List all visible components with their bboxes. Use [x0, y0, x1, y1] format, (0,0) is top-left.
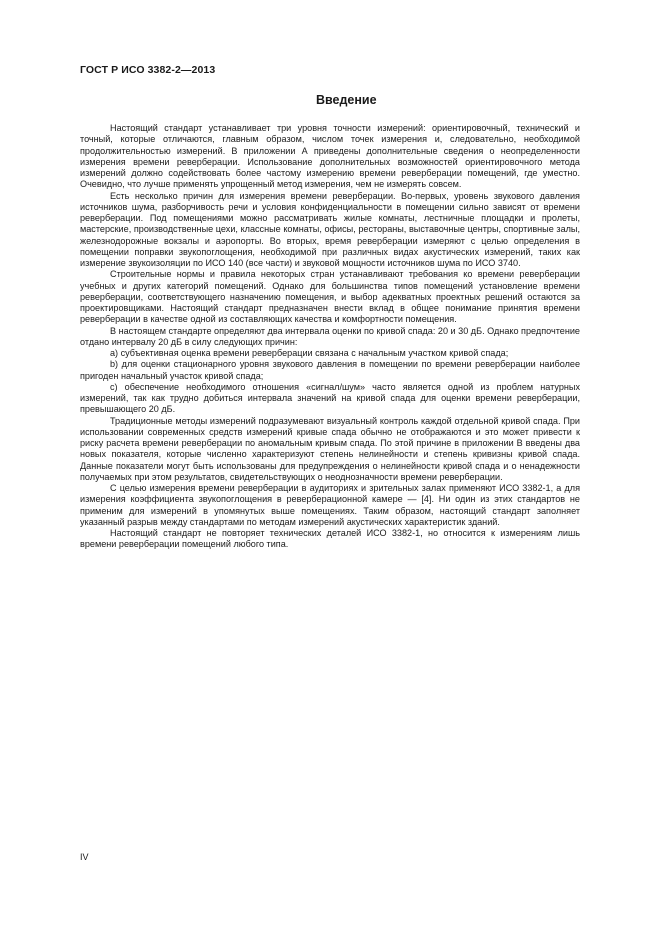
paragraph: В настоящем стандарте определяют два интервала оценки по кривой спада: 20 и 30 дБ. Однако предпочтение отдано интервалу 20 дБ в силу следующих причин: [80, 325, 580, 347]
document-header: ГОСТ Р ИСО 3382-2—2013 [80, 64, 216, 76]
paragraph: Строительные нормы и правила некоторых стран устанавливают требования ко времени реверберации учебных и других категорий помещений. Однако для большинства типов помещений установление времени реверберации, соответствующего назначению помещения, и выбор адекватных проектных решений остаются за проектировщиками. Настоящий стандарт предназначен внести вклад в общее понимание принятия времени реверберации в качестве одной из составляющих качества и комфортности помещения. [80, 269, 580, 325]
section-title: Введение [316, 93, 377, 107]
list-item-c: c) обеспечение необходимого отношения «сигнал/шум» часто является одной из проблем натурных измерений, так как трудно добиться интервала значений на кривой спада для оценки времени реверберации, превышающего 20 дБ. [80, 381, 580, 415]
paragraph: Есть несколько причин для измерения времени реверберации. Во-первых, уровень звукового давления источников шума, разборчивость речи и условия конфиденциальности в помещении сильно зависят от времени реверберации. Под помещениями можно рассматривать жилые комнаты, лестничные площадки и пролеты, мастерские, производственные цехи, классные комнаты, офисы, рестораны, выставочные центры, спортивные залы, железнодорожные вокзалы и аэропорты. Во вторых, время реверберации измеряют с целью определения в помещении поправки звукопоглощения, необходимой при различных видах акустических измерений, таких как измерение звукоизоляции по ИСО 140 (все части) и звуковой мощности источников шума по ИСО 3740. [80, 190, 580, 268]
page-number: IV [80, 852, 89, 862]
list-item-b: b) для оценки стационарного уровня звукового давления в помещении по времени реверберации наиболее пригоден начальный участок кривой спада; [80, 359, 580, 381]
paragraph: Традиционные методы измерений подразумевают визуальный контроль каждой отдельной кривой спада. При использовании современных средств измерений кривые спада обычно не отображаются и это может привести к риску расчета времени реверберации по аномальным кривым спада. По этой причине в приложении В введены два новых показателя, которые численно характеризуют степень нелинейности и степень кривизны кривой спада. Данные показатели могут быть использованы для предупреждения о нелинейности кривой спада и о ненадежности получаемых при этом результатов, свидетельствующих о неоднозначности времени реверберации. [80, 415, 580, 482]
list-item-a: a) субъективная оценка времени реверберации связана с начальным участком кривой спада; [110, 348, 509, 358]
body-text [80, 123, 580, 551]
paragraph: Настоящий стандарт устанавливает три уровня точности измерений: ориентировочный, технический и точный, которые отличаются, главным образом, числом точек измерения и, следовательно, необходимой продолжительностью измерений. В приложении А приведены дополнительные сведения о неопределенности измерения времени реверберации. Использование дополнительных возможностей ориентировочного метода измерений должно содействовать более частому измерению времени реверберации помещений, где уместно. Очевидно, что лучше применять упрощенный метод измерения, чем не измерять совсем. [80, 123, 580, 190]
paragraph: С целью измерения времени реверберации в аудиториях и зрительных залах применяют ИСО 3382-1, а для измерения коэффициента звукопоглощения в реверберационной камере — [4]. Ни один из этих стандартов не применим для измерений в упомянутых выше помещениях. Таким образом, настоящий стандарт заполняет указанный разрыв между стандартами по методам измерений акустических характеристик зданий. [80, 483, 580, 527]
paragraph: Настоящий стандарт не повторяет технических деталей ИСО 3382-1, но относится к измерениям лишь времени реверберации помещений любого типа. [80, 528, 580, 550]
